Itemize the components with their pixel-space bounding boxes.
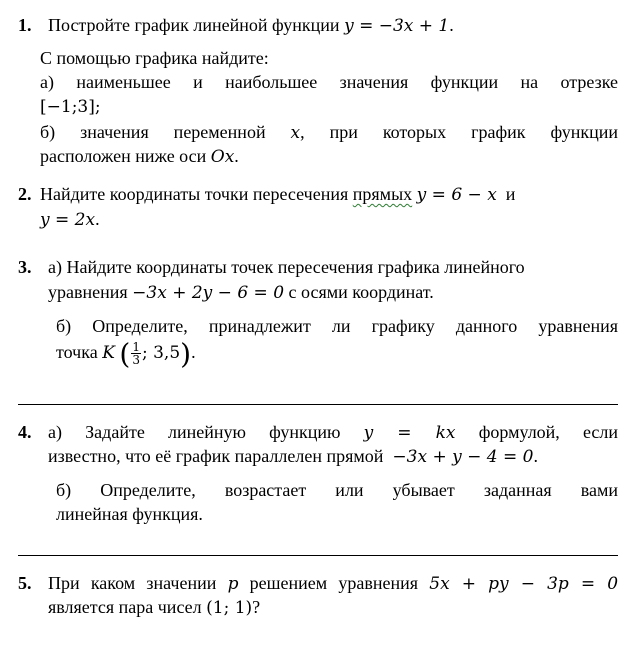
task-1-interval: [−1;3]; (40, 97, 101, 117)
spellcheck-word: прямых (352, 184, 413, 204)
task-5-statement: При каком значении p решением уравнения 5x + py − 3p = 0 (48, 573, 619, 594)
task-1-number: 1. (18, 15, 32, 35)
task-1-part-b: б) значения переменной x, при которых график функции (40, 122, 618, 143)
task-4-part-a-cont: известно, что её график параллелен прямой −3x + y − 4 = 0. (48, 446, 538, 467)
task-1-intro: С помощью графика найдите: (40, 48, 269, 68)
task-4-part-b: б) Определите, возрастает или убывает заданная вами (56, 480, 618, 500)
task-3-number: 3. (18, 257, 32, 277)
task-3-part-a: а) Найдите координаты точек пересечения графика линейного (48, 257, 525, 277)
function-formula: y = −3x + 1 (344, 16, 450, 36)
task-1-part-b-cont: расположен ниже оси Ox. (40, 146, 239, 167)
task-4-part-b-cont: линейная функция. (56, 504, 203, 524)
task-4-number: 4. (18, 422, 32, 442)
task-2-statement: Найдите координаты точки пересечения прямых y = 6 − x и (40, 184, 516, 205)
task-4-part-a: а) Задайте линейную функцию y = kx формулой, если (48, 422, 619, 443)
task-2-equation-2: y = 2x. (40, 209, 100, 230)
task-3-point: точка K ( $\frac{1}{3}$ ; 3,5). (56, 337, 196, 371)
task-1-statement: Постройте график линейной функции y = −3x + 1. (48, 15, 454, 36)
task-5-number: 5. (18, 573, 32, 593)
fraction-one-third: $\frac{1}{3}$ (132, 340, 140, 368)
task-1-part-a: а) наименьшее и наибольшее значения функции на отрезке (40, 72, 618, 92)
separator-line (18, 555, 618, 556)
separator-line (18, 404, 618, 405)
task-5-statement-cont: является пара чисел (1; 1)? (48, 597, 261, 618)
task-3-part-b: б) Определите, принадлежит ли графику данного уравнения (56, 316, 618, 336)
task-3-part-a-cont: уравнения −3x + 2y − 6 = 0 с осями координат. (48, 282, 434, 303)
task-2-number: 2. (18, 184, 32, 204)
